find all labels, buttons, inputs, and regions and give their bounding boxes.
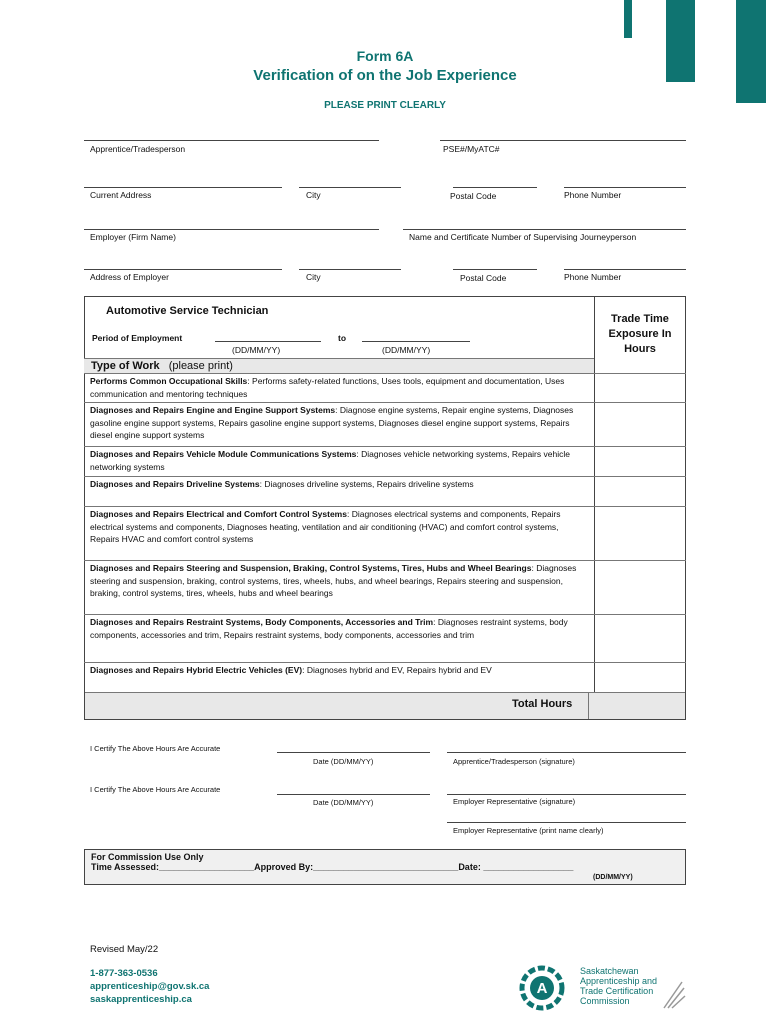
work-row-desc: : Diagnoses restraint systems, body components, accessories and trim, Repairs restraint systems, body components, accessories and trim — [90, 617, 568, 640]
work-row-8 — [84, 662, 594, 692]
employer-address-field[interactable] — [84, 269, 282, 270]
commission-fields — [91, 862, 679, 872]
logo-line-1: Saskatchewan — [580, 966, 639, 976]
employer-print-name-label: Employer Representative (print name clearly) — [453, 826, 604, 835]
pse-label: PSE#/MyATC# — [443, 144, 500, 154]
current-address-field[interactable] — [84, 187, 282, 188]
date-format-start: (DD/MM/YY) — [232, 345, 281, 355]
city-field-1[interactable] — [299, 187, 401, 188]
form-title: Verification of on the Job Experience — [253, 67, 517, 84]
logo-mark-icon — [508, 962, 576, 1012]
commission-date-format: (DD/MM/YY) — [593, 874, 633, 881]
work-row-title: Diagnoses and Repairs Engine and Engine Support Systems — [90, 405, 336, 415]
work-row-1 — [84, 373, 594, 403]
print-instruction: PLEASE PRINT CLEARLY — [324, 100, 446, 111]
certify-statement-1: I Certify The Above Hours Are Accurate — [90, 744, 221, 753]
apprentice-signature-field[interactable] — [447, 752, 686, 753]
work-row-title: Diagnoses and Repairs Electrical and Comfort Control Systems — [90, 509, 347, 519]
commission-title: For Commission Use Only — [91, 852, 204, 862]
period-start-field[interactable] — [215, 341, 321, 342]
work-row-desc: : Diagnoses steering and suspension, braking, control systems, tires, wheels, hubs, and wheel bearings, Repairs steering and suspension, braking, control systems, tires, wheels, hubs and wheel bearings — [90, 563, 577, 598]
date-format-end: (DD/MM/YY) — [382, 345, 431, 355]
employer-print-name-field[interactable] — [447, 822, 686, 823]
current-address-label: Current Address — [90, 190, 152, 200]
apprentice-label: Apprentice/Tradesperson — [90, 144, 186, 154]
work-row-2 — [84, 402, 594, 446]
work-row-title: Diagnoses and Repairs Hybrid Electric Vehicles (EV) — [90, 665, 303, 675]
work-row-5 — [84, 506, 594, 560]
revised-date: Revised May/22 — [90, 944, 159, 955]
certify-statement-2: I Certify The Above Hours Are Accurate — [90, 785, 221, 794]
employer-signature-label: Employer Representative (signature) — [453, 797, 576, 806]
phone-link[interactable]: 1-877-363-0536 — [90, 968, 158, 979]
employer-address-label: Address of Employer — [90, 272, 169, 282]
work-row-title: Diagnoses and Repairs Restraint Systems, Body Components, Accessories and Trim — [90, 617, 434, 627]
commission-logo — [508, 962, 688, 1012]
work-row-4 — [84, 476, 594, 506]
work-row-desc: : Diagnoses hybrid and EV, Repairs hybrid and EV — [302, 665, 492, 675]
trade-name: Automotive Service Technician — [106, 305, 269, 317]
work-row-desc: : Performs safety-related functions, Uses tools, equipment and documentation, Uses communication and mentoring techniques — [90, 376, 565, 399]
postal-field-1[interactable] — [453, 187, 537, 188]
work-row-title: Diagnoses and Repairs Steering and Suspension, Braking, Control Systems, Tires, Hubs and Wheel Bearings — [90, 563, 532, 573]
wheat-icon — [662, 980, 686, 1010]
apprentice-field[interactable] — [84, 140, 379, 141]
work-row-title: Diagnoses and Repairs Vehicle Module Communications Systems — [90, 449, 357, 459]
employer-signature-field[interactable] — [447, 794, 686, 795]
period-end-field[interactable] — [362, 341, 470, 342]
period-label: Period of Employment — [92, 333, 183, 343]
city-label-1: City — [306, 190, 321, 200]
please-print-label: (please print) — [168, 360, 233, 372]
work-row-6 — [84, 560, 594, 614]
work-row-3 — [84, 446, 594, 476]
total-hours-label: Total Hours — [512, 698, 573, 710]
supervisor-field[interactable] — [403, 229, 686, 230]
to-label: to — [338, 333, 347, 343]
website-link[interactable]: saskapprenticeship.ca — [90, 994, 192, 1005]
phone-field-2[interactable] — [564, 269, 686, 270]
logo-line-4: Commission — [580, 996, 630, 1006]
logo-line-3: Trade Certification — [580, 986, 654, 996]
total-hours-input[interactable] — [589, 693, 685, 719]
supervisor-label: Name and Certificate Number of Supervising Journeyperson — [409, 232, 637, 242]
trade-time-input-area[interactable] — [595, 373, 685, 692]
trade-time-header: Trade Time Exposure In Hours — [608, 313, 672, 355]
employer-label: Employer (Firm Name) — [90, 232, 176, 242]
approved-by-field[interactable]: Approved By:_____________________________ — [254, 862, 459, 872]
phone-label-2: Phone Number — [564, 272, 622, 282]
commission-date-field[interactable]: Date: __________________ — [458, 862, 574, 872]
date-field-1[interactable] — [277, 752, 430, 753]
date-field-2[interactable] — [277, 794, 430, 795]
employer-field[interactable] — [84, 229, 379, 230]
pse-field[interactable] — [440, 140, 686, 141]
work-row-desc: : Diagnoses driveline systems, Repairs driveline systems — [259, 479, 474, 489]
decorative-bar-left — [624, 0, 632, 38]
postal-label-1: Postal Code — [450, 191, 497, 201]
postal-field-2[interactable] — [453, 269, 537, 270]
date-label-2: Date (DD/MM/YY) — [313, 798, 374, 807]
work-row-title: Diagnoses and Repairs Driveline Systems — [90, 479, 260, 489]
work-row-desc: : Diagnoses vehicle networking systems, Repairs vehicle networking systems — [90, 449, 570, 472]
commission-box — [84, 849, 686, 885]
phone-label-1: Phone Number — [564, 190, 622, 200]
type-of-work-header — [84, 358, 594, 373]
svg-text:A: A — [536, 980, 548, 997]
work-row-desc: : Diagnose engine systems, Repair engine systems, Diagnoses gasoline engine support systems, Repairs gasoline engine support systems, Diagnoses diesel engine support systems, Repairs diesel engine support systems — [90, 405, 574, 440]
work-row-desc: : Diagnoses electrical systems and components, Repairs electrical systems and components, Diagnoses heating, ventilation and air conditioning (HVAC) and comfort control systems, Repairs HVAC and comfort control systems — [90, 509, 561, 544]
date-label-1: Date (DD/MM/YY) — [313, 757, 374, 766]
time-assessed-field[interactable]: Time Assessed:___________________ — [91, 862, 255, 872]
apprentice-signature-label: Apprentice/Tradesperson (signature) — [453, 757, 575, 766]
phone-field-1[interactable] — [564, 187, 686, 188]
logo-line-2: Apprenticeship and — [580, 976, 658, 986]
work-row-title: Performs Common Occupational Skills — [90, 376, 248, 386]
city-label-2: City — [306, 272, 321, 282]
work-row-7 — [84, 614, 594, 662]
city-field-2[interactable] — [299, 269, 401, 270]
email-link[interactable]: apprenticeship@gov.sk.ca — [90, 981, 210, 992]
postal-label-2: Postal Code — [460, 273, 507, 283]
form-number: Form 6A — [356, 48, 414, 64]
logo-text — [580, 966, 657, 1006]
type-of-work-label: Type of Work — [91, 360, 160, 372]
